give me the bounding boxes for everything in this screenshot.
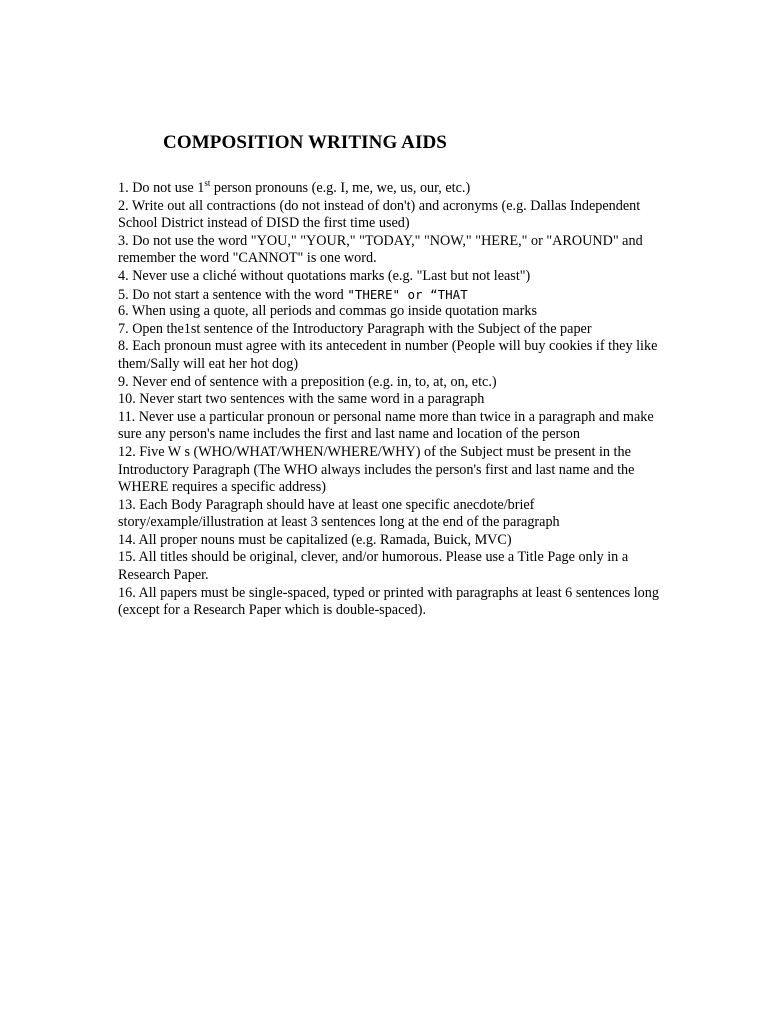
rule-line: 9. Never end of sentence with a preposition (e.g. in, to, at, on, etc.) [118,373,497,390]
rule-line: 12. Five W s (WHO/WHAT/WHEN/WHERE/WHY) of the Subject must be present in the [118,443,631,460]
rule-line: 2. Write out all contractions (do not instead of don't) and acronyms (e.g. Dallas Independent [118,197,641,214]
rule-text: 5. Do not start a sentence with the word [118,286,348,303]
rule-line: 6. When using a quote, all periods and commas go inside quotation marks [118,303,537,320]
rule-line: Research Paper. [118,567,209,584]
rule-line: 13. Each Body Paragraph should have at least one specific anecdote/brief [118,496,535,513]
rule-line: 16. All papers must be single-spaced, typed or printed with paragraphs at least 6 sentences long [118,584,659,601]
rule-line: 10. Never start two sentences with the same word in a paragraph [118,391,485,408]
rule-line: 4. Never use a cliché without quotations marks (e.g. "Last but not least") [118,267,531,284]
rule-line: (except for a Research Paper which is double-spaced). [118,602,427,619]
rule-line [118,180,708,198]
rule-line: 3. Do not use the word "YOU," "YOUR," "TODAY," "NOW," "HERE," or "AROUND" and [118,232,643,249]
rule-line: 15. All titles should be original, clever, and/or humorous. Please use a Title Page only in a [118,549,629,566]
rule-line: remember the word "CANNOT" is one word. [118,250,377,267]
rule-text: 1. Do not use 1 [118,180,205,196]
rules-list [118,180,708,620]
rule-line: sure any person's name includes the first and last name and location of the person [118,426,580,443]
rule-line: Introductory Paragraph (The WHO always includes the person's first and last name and the [118,461,635,478]
rule-line: them/Sally will eat her hot dog) [118,355,299,372]
rule-line: story/example/illustration at least 3 sentences long at the end of the paragraph [118,514,560,531]
ordinal-suffix: st [204,178,211,188]
document-title: COMPOSITION WRITING AIDS [163,132,447,153]
rule-line: 14. All proper nouns must be capitalized (e.g. Ramada, Buick, MVC) [118,531,512,548]
rule-line: 11. Never use a particular pronoun or personal name more than twice in a paragraph and make [118,408,654,425]
rule-line: 8. Each pronoun must agree with its antecedent in number (People will buy cookies if they like [118,338,658,355]
rule-line: School District instead of DISD the first time used) [118,215,410,232]
rule-line: WHERE requires a specific address) [118,479,326,496]
rule-line [118,286,708,304]
rule-text-mono: "THERE" or “THAT [347,286,468,302]
rule-text: person pronouns (e.g. I, me, we, us, our, etc.) [210,180,471,196]
rule-line: 7. Open the1st sentence of the Introductory Paragraph with the Subject of the paper [118,320,592,337]
